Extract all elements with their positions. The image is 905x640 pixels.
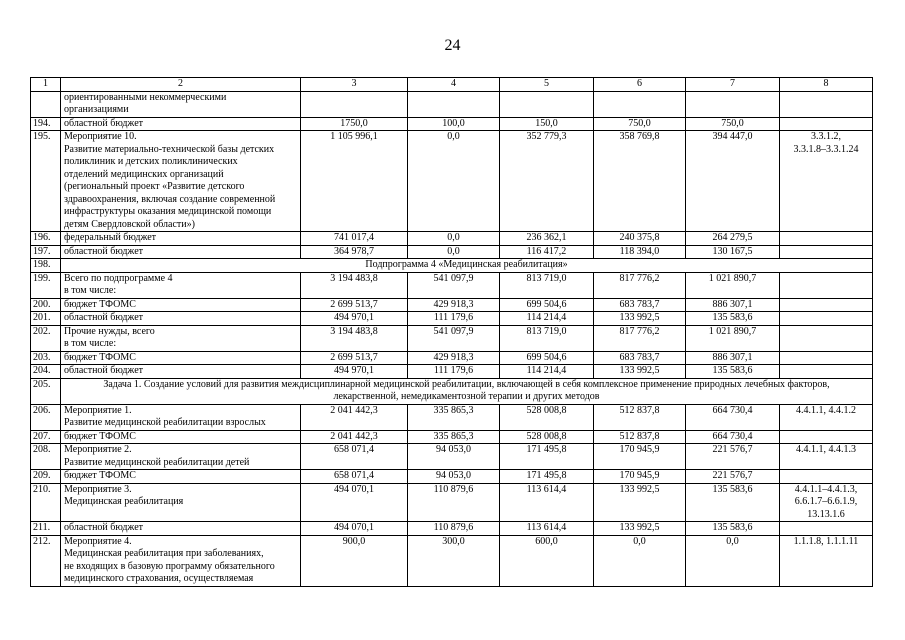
section-title: Задача 1. Создание условий для развития междисциплинарной медицинской реабилитации, включающей в себя комплексное применение природных лечебных факторов, лекарственной, немедикаментозной терапии и других методов — [61, 378, 873, 404]
section-row — [31, 378, 873, 404]
amount-cell: 886 307,1 — [686, 351, 780, 365]
amount-cell: 683 783,7 — [594, 298, 686, 312]
amount-cell: 94 053,0 — [408, 444, 500, 470]
target-indicator-cell — [780, 522, 873, 536]
amount-cell: 2 699 513,7 — [301, 298, 408, 312]
amount-cell: 171 495,8 — [500, 444, 594, 470]
row-number — [31, 91, 61, 117]
table-row — [31, 535, 873, 586]
row-name: областной бюджет — [61, 365, 301, 379]
table-row — [31, 272, 873, 298]
amount-cell: 364 978,7 — [301, 245, 408, 259]
target-indicator-cell — [780, 351, 873, 365]
table-row — [31, 245, 873, 259]
row-number: 195. — [31, 131, 61, 232]
row-name: бюджет ТФОМС — [61, 430, 301, 444]
row-number: 209. — [31, 470, 61, 484]
amount-cell: 130 167,5 — [686, 245, 780, 259]
table-row — [31, 325, 873, 351]
table-row — [31, 232, 873, 246]
amount-cell: 171 495,8 — [500, 470, 594, 484]
row-name: Мероприятие 2. Развитие медицинской реабилитации детей — [61, 444, 301, 470]
row-number: 202. — [31, 325, 61, 351]
amount-cell — [594, 91, 686, 117]
amount-cell: 817 776,2 — [594, 272, 686, 298]
target-indicator-cell: 3.3.1.2, 3.3.1.8–3.3.1.24 — [780, 131, 873, 232]
amount-cell: 133 992,5 — [594, 365, 686, 379]
target-indicator-cell — [780, 272, 873, 298]
amount-cell: 494 970,1 — [301, 365, 408, 379]
amount-cell: 0,0 — [686, 535, 780, 586]
amount-cell: 0,0 — [408, 131, 500, 232]
amount-cell: 699 504,6 — [500, 298, 594, 312]
row-name: Мероприятие 1. Развитие медицинской реабилитации взрослых — [61, 404, 301, 430]
header-cell: 6 — [594, 78, 686, 92]
row-number: 197. — [31, 245, 61, 259]
amount-cell: 240 375,8 — [594, 232, 686, 246]
table-row — [31, 131, 873, 232]
amount-cell: 494 070,1 — [301, 483, 408, 522]
amount-cell: 512 837,8 — [594, 404, 686, 430]
row-name: областной бюджет — [61, 245, 301, 259]
amount-cell: 3 194 483,8 — [301, 272, 408, 298]
amount-cell: 664 730,4 — [686, 404, 780, 430]
amount-cell: 658 071,4 — [301, 470, 408, 484]
amount-cell: 394 447,0 — [686, 131, 780, 232]
amount-cell: 429 918,3 — [408, 351, 500, 365]
amount-cell: 118 394,0 — [594, 245, 686, 259]
table-row — [31, 444, 873, 470]
amount-cell: 110 879,6 — [408, 483, 500, 522]
row-name: бюджет ТФОМС — [61, 470, 301, 484]
amount-cell: 133 992,5 — [594, 312, 686, 326]
table-row — [31, 117, 873, 131]
amount-cell: 886 307,1 — [686, 298, 780, 312]
target-indicator-cell — [780, 470, 873, 484]
header-row — [31, 78, 873, 92]
row-number: 212. — [31, 535, 61, 586]
amount-cell: 236 362,1 — [500, 232, 594, 246]
amount-cell: 528 008,8 — [500, 430, 594, 444]
target-indicator-cell: 4.4.1.1, 4.4.1.2 — [780, 404, 873, 430]
table-row — [31, 483, 873, 522]
amount-cell: 2 699 513,7 — [301, 351, 408, 365]
amount-cell: 100,0 — [408, 117, 500, 131]
amount-cell: 221 576,7 — [686, 470, 780, 484]
amount-cell: 113 614,4 — [500, 483, 594, 522]
row-name: ориентированными некоммерческими организациями — [61, 91, 301, 117]
amount-cell: 2 041 442,3 — [301, 404, 408, 430]
amount-cell: 335 865,3 — [408, 404, 500, 430]
table-row — [31, 522, 873, 536]
amount-cell: 817 776,2 — [594, 325, 686, 351]
amount-cell: 0,0 — [408, 232, 500, 246]
target-indicator-cell — [780, 91, 873, 117]
amount-cell: 135 583,6 — [686, 312, 780, 326]
row-number: 203. — [31, 351, 61, 365]
target-indicator-cell: 4.4.1.1–4.4.1.3, 6.6.1.7–6.6.1.9, 13.13.1.6 — [780, 483, 873, 522]
target-indicator-cell — [780, 232, 873, 246]
amount-cell: 600,0 — [500, 535, 594, 586]
header-cell: 7 — [686, 78, 780, 92]
section-row — [31, 259, 873, 273]
amount-cell: 699 504,6 — [500, 351, 594, 365]
row-number: 194. — [31, 117, 61, 131]
page-number: 24 — [444, 37, 461, 54]
table-row — [31, 351, 873, 365]
amount-cell: 750,0 — [686, 117, 780, 131]
amount-cell: 1 021 890,7 — [686, 272, 780, 298]
amount-cell: 541 097,9 — [408, 272, 500, 298]
amount-cell: 429 918,3 — [408, 298, 500, 312]
row-name: областной бюджет — [61, 117, 301, 131]
target-indicator-cell — [780, 117, 873, 131]
target-indicator-cell — [780, 365, 873, 379]
target-indicator-cell — [780, 430, 873, 444]
row-number: 206. — [31, 404, 61, 430]
amount-cell: 683 783,7 — [594, 351, 686, 365]
amount-cell: 512 837,8 — [594, 430, 686, 444]
amount-cell: 0,0 — [408, 245, 500, 259]
target-indicator-cell: 1.1.1.8, 1.1.1.11 — [780, 535, 873, 586]
amount-cell: 135 583,6 — [686, 483, 780, 522]
section-title: Подпрограмма 4 «Медицинская реабилитация» — [61, 259, 873, 273]
row-name: федеральный бюджет — [61, 232, 301, 246]
amount-cell: 750,0 — [594, 117, 686, 131]
amount-cell: 114 214,4 — [500, 312, 594, 326]
row-number: 210. — [31, 483, 61, 522]
amount-cell: 494 970,1 — [301, 312, 408, 326]
amount-cell — [500, 91, 594, 117]
amount-cell — [301, 91, 408, 117]
amount-cell — [408, 91, 500, 117]
header-cell: 4 — [408, 78, 500, 92]
target-indicator-cell — [780, 298, 873, 312]
amount-cell: 813 719,0 — [500, 325, 594, 351]
amount-cell: 135 583,6 — [686, 365, 780, 379]
amount-cell: 2 041 442,3 — [301, 430, 408, 444]
amount-cell: 111 179,6 — [408, 365, 500, 379]
amount-cell: 300,0 — [408, 535, 500, 586]
amount-cell: 111 179,6 — [408, 312, 500, 326]
target-indicator-cell — [780, 325, 873, 351]
row-name: Прочие нужды, всего в том числе: — [61, 325, 301, 351]
amount-cell: 133 992,5 — [594, 483, 686, 522]
row-number: 201. — [31, 312, 61, 326]
row-number: 198. — [31, 259, 61, 273]
amount-cell — [686, 91, 780, 117]
row-name: бюджет ТФОМС — [61, 298, 301, 312]
row-name: бюджет ТФОМС — [61, 351, 301, 365]
header-cell: 5 — [500, 78, 594, 92]
amount-cell: 3 194 483,8 — [301, 325, 408, 351]
header-cell: 2 — [61, 78, 301, 92]
table-row — [31, 312, 873, 326]
amount-cell: 170 945,9 — [594, 444, 686, 470]
target-indicator-cell — [780, 312, 873, 326]
amount-cell: 741 017,4 — [301, 232, 408, 246]
table-row — [31, 298, 873, 312]
row-number: 211. — [31, 522, 61, 536]
row-number: 204. — [31, 365, 61, 379]
row-name: Мероприятие 10. Развитие материально-технической базы детских поликлиник и детских поликлинических отделений медицинских организаций (региональный проект «Развитие детского здравоохранения, включая создание современной инфраструктуры оказания медицинской помощи детям Свердловской области») — [61, 131, 301, 232]
amount-cell: 813 719,0 — [500, 272, 594, 298]
amount-cell: 528 008,8 — [500, 404, 594, 430]
budget-table — [30, 77, 873, 587]
row-number: 196. — [31, 232, 61, 246]
amount-cell: 1 021 890,7 — [686, 325, 780, 351]
row-name: Мероприятие 4. Медицинская реабилитация при заболеваниях, не входящих в базовую программу обязательного медицинского страхования, осуществляемая — [61, 535, 301, 586]
amount-cell: 116 417,2 — [500, 245, 594, 259]
table-row — [31, 404, 873, 430]
header-cell: 1 — [31, 78, 61, 92]
budget-table-body — [31, 78, 873, 587]
row-number: 207. — [31, 430, 61, 444]
row-number: 208. — [31, 444, 61, 470]
amount-cell: 658 071,4 — [301, 444, 408, 470]
amount-cell: 133 992,5 — [594, 522, 686, 536]
row-number: 205. — [31, 378, 61, 404]
amount-cell: 170 945,9 — [594, 470, 686, 484]
row-name: областной бюджет — [61, 312, 301, 326]
amount-cell: 221 576,7 — [686, 444, 780, 470]
amount-cell: 494 070,1 — [301, 522, 408, 536]
amount-cell: 541 097,9 — [408, 325, 500, 351]
amount-cell: 110 879,6 — [408, 522, 500, 536]
row-name: областной бюджет — [61, 522, 301, 536]
amount-cell: 114 214,4 — [500, 365, 594, 379]
target-indicator-cell — [780, 245, 873, 259]
amount-cell: 1 105 996,1 — [301, 131, 408, 232]
amount-cell: 264 279,5 — [686, 232, 780, 246]
header-cell: 3 — [301, 78, 408, 92]
row-name: Всего по подпрограмме 4 в том числе: — [61, 272, 301, 298]
amount-cell: 664 730,4 — [686, 430, 780, 444]
amount-cell: 900,0 — [301, 535, 408, 586]
amount-cell: 135 583,6 — [686, 522, 780, 536]
row-number: 199. — [31, 272, 61, 298]
amount-cell: 335 865,3 — [408, 430, 500, 444]
table-row — [31, 91, 873, 117]
table-row — [31, 470, 873, 484]
table-row — [31, 430, 873, 444]
amount-cell: 94 053,0 — [408, 470, 500, 484]
table-row — [31, 365, 873, 379]
amount-cell: 1750,0 — [301, 117, 408, 131]
row-number: 200. — [31, 298, 61, 312]
amount-cell: 0,0 — [594, 535, 686, 586]
amount-cell: 352 779,3 — [500, 131, 594, 232]
target-indicator-cell: 4.4.1.1, 4.4.1.3 — [780, 444, 873, 470]
row-name: Мероприятие 3. Медицинская реабилитация — [61, 483, 301, 522]
amount-cell: 358 769,8 — [594, 131, 686, 232]
amount-cell: 150,0 — [500, 117, 594, 131]
header-cell: 8 — [780, 78, 873, 92]
amount-cell: 113 614,4 — [500, 522, 594, 536]
